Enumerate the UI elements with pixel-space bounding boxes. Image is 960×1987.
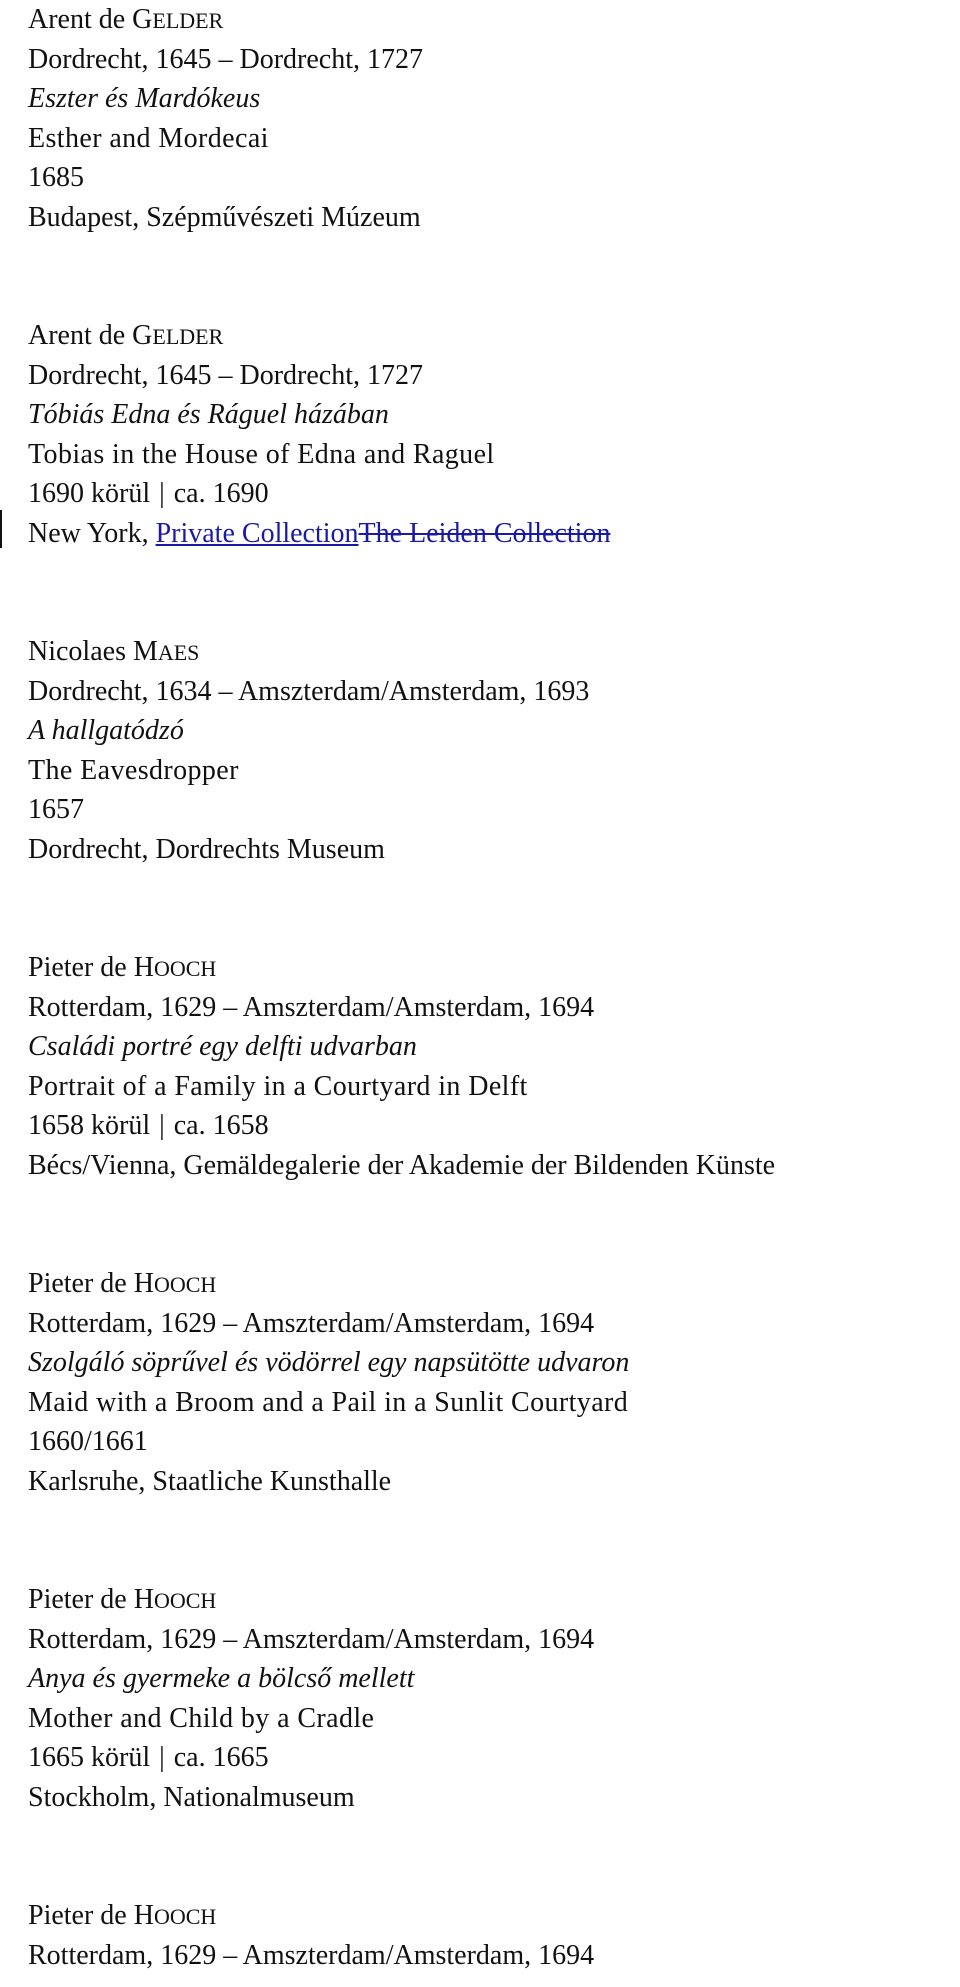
date-separator: | <box>159 1110 165 1141</box>
artist-name-lead: Arent de G <box>28 320 153 351</box>
artist-name <box>28 1264 948 1304</box>
artist-name-smallcaps: OOCH <box>153 1588 217 1613</box>
artist-name-lead: Pieter de H <box>28 1268 154 1299</box>
revision-change-bar <box>0 510 2 548</box>
artist-life-dates: Rotterdam, 1629 – Amszterdam/Amsterdam, 1694 <box>28 1307 595 1339</box>
location-city: New York, <box>28 517 156 549</box>
title-hungarian: Eszter és Mardókeus <box>28 83 261 114</box>
tracked-insertion-link[interactable]: Private Collection <box>155 517 359 549</box>
title-english: Mother and Child by a Cradle <box>28 1702 375 1734</box>
artist-life-dates: Dordrecht, 1645 – Dordrecht, 1727 <box>28 43 424 75</box>
artist-name <box>28 948 948 988</box>
title-english: Esther and Mordecai <box>28 122 269 154</box>
artwork-entry <box>28 632 948 869</box>
entry-spacer <box>28 1185 948 1264</box>
artist-name <box>28 0 948 40</box>
artist-name-smallcaps: OOCH <box>153 1272 217 1297</box>
artwork-date: 1657 <box>28 794 84 825</box>
entry-spacer <box>28 237 948 316</box>
artist-life-dates: Dordrecht, 1645 – Dordrecht, 1727 <box>28 359 424 391</box>
date-hungarian: 1665 körül <box>28 1742 151 1773</box>
artwork-location: Budapest, Szépművészeti Múzeum <box>28 201 421 233</box>
artwork-location: Stockholm, Nationalmuseum <box>28 1781 355 1813</box>
artist-life-dates: Rotterdam, 1629 – Amszterdam/Amsterdam, 1694 <box>28 991 595 1023</box>
artwork-location: Karlsruhe, Staatliche Kunsthalle <box>28 1465 392 1497</box>
title-hungarian: Tóbiás Edna és Ráguel házában <box>28 399 389 430</box>
title-english: Portrait of a Family in a Courtyard in Delft <box>28 1070 528 1102</box>
date-separator: | <box>159 1742 165 1773</box>
artwork-entry <box>28 948 948 1185</box>
entry-spacer <box>28 1501 948 1580</box>
artist-name <box>28 1580 948 1620</box>
artist-name-smallcaps: ELDER <box>152 8 224 33</box>
artwork-entry <box>28 316 948 553</box>
artwork-entry <box>28 0 948 237</box>
title-english: The Eavesdropper <box>28 754 239 786</box>
title-hungarian: A hallgatódzó <box>28 715 184 746</box>
entry-spacer <box>28 553 948 632</box>
artist-name-lead: Nicolaes M <box>28 636 158 667</box>
artwork-location: Dordrecht, Dordrechts Museum <box>28 833 385 865</box>
artist-life-dates: Rotterdam, 1629 – Amszterdam/Amsterdam, 1694 <box>28 1623 595 1655</box>
artist-name-lead: Arent de G <box>28 4 153 35</box>
artist-name-lead: Pieter de H <box>28 1584 154 1615</box>
artwork-date: 1685 <box>28 162 84 193</box>
date-english: ca. 1665 <box>173 1742 269 1773</box>
date-english: ca. 1658 <box>173 1110 269 1141</box>
artist-name-lead: Pieter de H <box>28 1900 154 1931</box>
artwork-entry <box>28 1580 948 1817</box>
date-separator: | <box>159 478 165 509</box>
title-hungarian: Családi portré egy delfti udvarban <box>28 1031 417 1062</box>
title-hungarian: Szolgáló söprűvel és vödörrel egy napsütötte udvaron <box>28 1347 630 1378</box>
artwork-location <box>28 514 948 554</box>
artist-name <box>28 1896 948 1936</box>
artist-name <box>28 632 948 672</box>
date-hungarian: 1690 körül <box>28 478 151 509</box>
artist-name-smallcaps: AES <box>157 640 200 665</box>
entry-spacer <box>28 1817 948 1896</box>
artwork-date <box>28 474 948 514</box>
artwork-date: 1660/1661 <box>28 1426 148 1457</box>
artwork-date <box>28 1106 948 1146</box>
artwork-location: Bécs/Vienna, Gemäldegalerie der Akademie der Bildenden Künste <box>28 1149 776 1181</box>
tracked-deletion: The Leiden Collection <box>358 517 611 549</box>
artist-name <box>28 316 948 356</box>
date-hungarian: 1658 körül <box>28 1110 151 1141</box>
artist-life-dates: Dordrecht, 1634 – Amszterdam/Amsterdam, 1693 <box>28 675 590 707</box>
artist-name-smallcaps: ELDER <box>152 324 224 349</box>
artwork-date <box>28 1738 948 1778</box>
artist-name-smallcaps: OOCH <box>153 956 217 981</box>
artwork-entry <box>28 1896 948 1975</box>
date-english: ca. 1690 <box>173 478 269 509</box>
artist-name-smallcaps: OOCH <box>153 1904 217 1929</box>
artist-life-dates: Rotterdam, 1629 – Amszterdam/Amsterdam, 1694 <box>28 1939 595 1971</box>
document-page <box>28 0 948 1975</box>
artwork-entry <box>28 1264 948 1501</box>
title-english: Maid with a Broom and a Pail in a Sunlit Courtyard <box>28 1386 629 1418</box>
artist-name-lead: Pieter de H <box>28 952 154 983</box>
title-hungarian: Anya és gyermeke a bölcső mellett <box>28 1663 415 1694</box>
entry-spacer <box>28 869 948 948</box>
title-english: Tobias in the House of Edna and Raguel <box>28 438 495 470</box>
